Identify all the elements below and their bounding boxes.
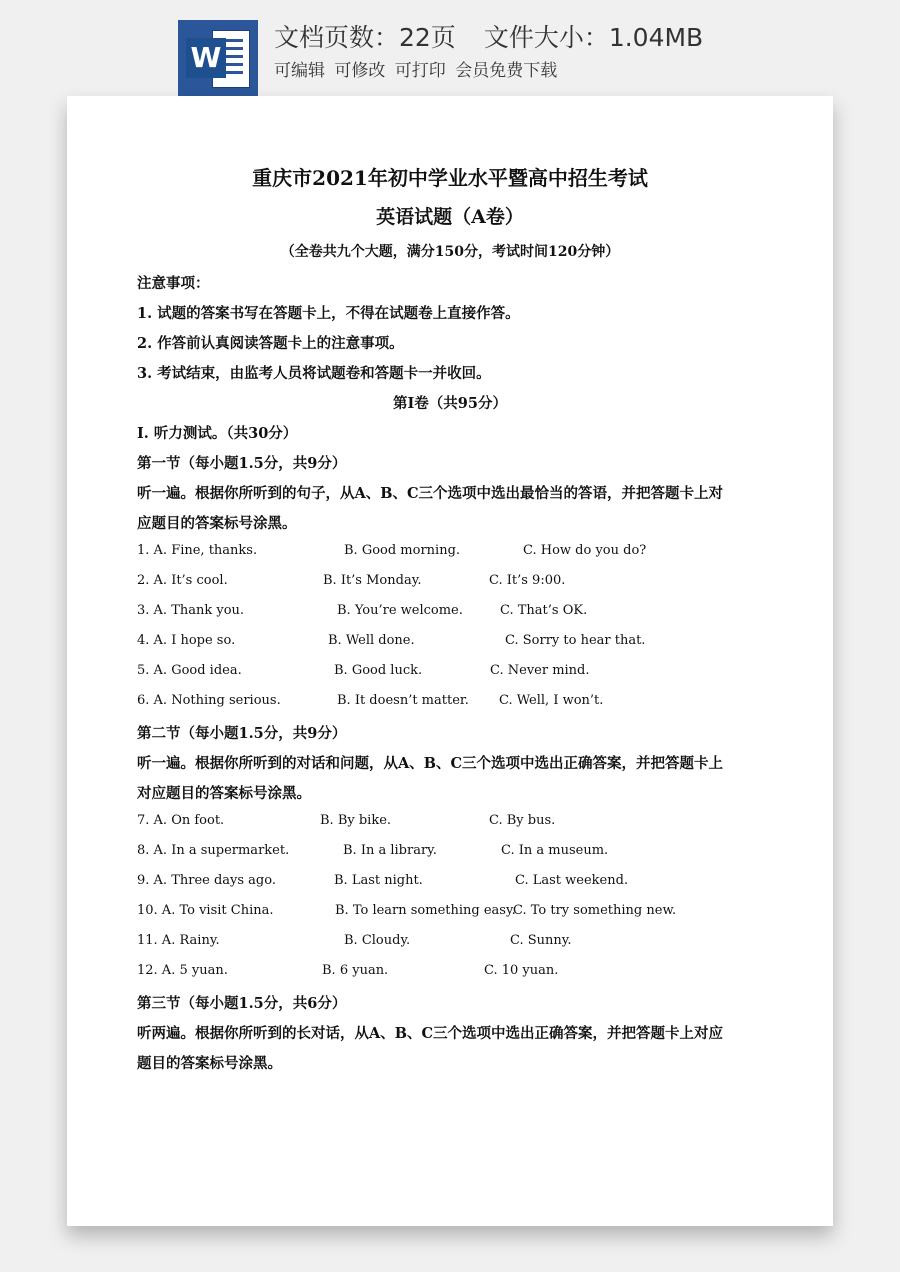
- option-b: B. To learn something easy.: [335, 903, 516, 918]
- exam-title: 重庆市2021年初中学业水平暨高中招生考试: [252, 166, 648, 190]
- section1-heading: 第一节（每小题1.5分，共9分）: [137, 455, 347, 472]
- section3-instruction-cont: 题目的答案标号涂黑。: [137, 1055, 282, 1072]
- option-b: B. By bike.: [320, 813, 392, 828]
- option-b: B. Good luck.: [334, 663, 423, 678]
- option-a: 2. A. It’s cool.: [137, 573, 228, 588]
- option-a: 3. A. Thank you.: [137, 603, 245, 618]
- option-a: 9. A. Three days ago.: [137, 873, 276, 888]
- notice-item-1: 1. 试题的答案书写在答题卡上，不得在试题卷上直接作答。: [137, 305, 520, 322]
- notice-item-2: 2. 作答前认真阅读答题卡上的注意事项。: [137, 335, 404, 352]
- option-c: C. In a museum.: [501, 843, 609, 858]
- option-c: C. Never mind.: [490, 663, 590, 678]
- notice-heading: 注意事项：: [137, 275, 210, 292]
- option-b: B. In a library.: [343, 843, 437, 858]
- section2-instruction-cont: 对应题目的答案标号涂黑。: [137, 785, 311, 802]
- option-c: C. To try something new.: [513, 903, 677, 918]
- option-b: B. It’s Monday.: [323, 573, 422, 588]
- option-a: 4. A. I hope so.: [137, 633, 236, 648]
- option-b: B. It doesn’t matter.: [337, 693, 469, 708]
- option-a: 10. A. To visit China.: [137, 903, 274, 918]
- option-a: 11. A. Rainy.: [137, 933, 220, 948]
- word-letter-w: W: [186, 38, 226, 78]
- option-b: B. 6 yuan.: [322, 963, 389, 978]
- option-c: C. Last weekend.: [515, 873, 629, 888]
- option-a: 7. A. On foot.: [137, 813, 225, 828]
- volume-heading: 第I卷（共95分）: [393, 395, 507, 412]
- section1-instruction: 听一遍。根据你所听到的句子，从A、B、C三个选项中选出最恰当的答语，并把答题卡上对: [137, 485, 724, 502]
- section2-instruction: 听一遍。根据你所听到的对话和问题，从A、B、C三个选项中选出正确答案，并把答题卡上: [137, 755, 724, 772]
- option-b: B. Cloudy.: [344, 933, 411, 948]
- document-page: [67, 96, 833, 1226]
- option-a: 5. A. Good idea.: [137, 663, 242, 678]
- section1-instruction-cont: 应题目的答案标号涂黑。: [137, 515, 297, 532]
- option-c: C. How do you do?: [523, 543, 647, 558]
- page-count-label: 文档页数：22页: [274, 23, 456, 52]
- option-a: 12. A. 5 yuan.: [137, 963, 228, 978]
- option-c: C. 10 yuan.: [484, 963, 559, 978]
- option-b: B. Good morning.: [344, 543, 461, 558]
- option-b: B. Well done.: [328, 633, 415, 648]
- option-c: C. Well, I won’t.: [499, 693, 604, 708]
- file-stats: [274, 18, 703, 54]
- notice-item-3: 3. 考试结束，由监考人员将试题卷和答题卡一并收回。: [137, 365, 491, 382]
- option-c: C. By bus.: [489, 813, 556, 828]
- option-c: C. Sorry to hear that.: [505, 633, 646, 648]
- download-banner: [0, 0, 900, 96]
- option-b: B. You’re welcome.: [337, 603, 463, 618]
- option-c: C. Sunny.: [510, 933, 572, 948]
- option-a: 1. A. Fine, thanks.: [137, 543, 258, 558]
- option-a: 6. A. Nothing serious.: [137, 693, 281, 708]
- exam-subtitle: 英语试题（A卷）: [376, 206, 524, 228]
- part-heading: I. 听力测试。（共30分）: [137, 425, 298, 442]
- option-a: 8. A. In a supermarket.: [137, 843, 290, 858]
- exam-info: （全卷共九个大题，满分150分，考试时间120分钟）: [280, 244, 620, 260]
- section3-heading: 第三节（每小题1.5分，共6分）: [137, 995, 347, 1012]
- section2-heading: 第二节（每小题1.5分，共9分）: [137, 725, 347, 742]
- feature-list: 可编辑 可修改 可打印 会员免费下载: [274, 61, 558, 81]
- file-size-label: 文件大小：1.04MB: [483, 23, 704, 52]
- option-b: B. Last night.: [334, 873, 423, 888]
- section3-instruction: 听两遍。根据你所听到的长对话，从A、B、C三个选项中选出正确答案，并把答题卡上对应: [137, 1025, 724, 1042]
- option-c: C. It’s 9:00.: [489, 573, 566, 588]
- word-document-icon: [178, 20, 258, 96]
- option-c: C. That’s OK.: [500, 603, 588, 618]
